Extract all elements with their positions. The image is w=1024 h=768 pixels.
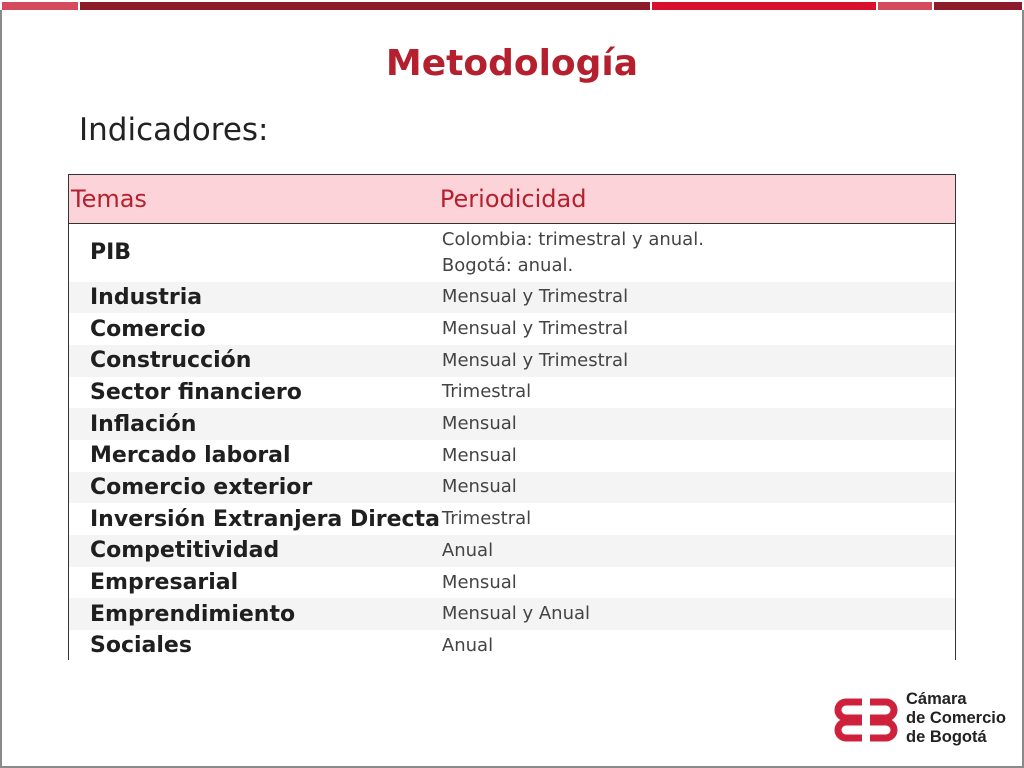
tema-cell: PIB xyxy=(69,224,440,282)
slide-title: Metodología xyxy=(385,43,639,84)
table-row xyxy=(69,535,955,567)
periodicidad-line: Mensual xyxy=(441,476,517,498)
periodicidad-line: Mensual y Trimestral xyxy=(441,318,629,340)
table-row xyxy=(69,440,955,472)
tema-cell: Construcción xyxy=(69,345,440,377)
table-row xyxy=(69,377,955,409)
table-row xyxy=(69,282,955,314)
tema-cell: Competitividad xyxy=(69,535,440,567)
periodicidad-cell xyxy=(440,408,955,440)
tema-cell: Comercio xyxy=(69,313,440,345)
periodicidad-line: Trimestral xyxy=(441,381,532,403)
table-row xyxy=(69,630,955,662)
logo-line-2: de Comercio xyxy=(906,709,1006,727)
periodicidad-cell xyxy=(440,440,955,472)
table-row xyxy=(69,313,955,345)
periodicidad-cell xyxy=(440,345,955,377)
periodicidad-line: Mensual y Trimestral xyxy=(441,286,629,308)
table-header-row xyxy=(69,175,955,224)
slide-subtitle: Indicadores: xyxy=(79,112,269,148)
periodicidad-line: Trimestral xyxy=(441,508,532,530)
tema-cell: Emprendimiento xyxy=(69,598,440,630)
periodicidad-cell xyxy=(440,377,955,409)
tema-cell: Inflación xyxy=(69,408,440,440)
indicators-table xyxy=(68,174,956,660)
tema-cell: Sociales xyxy=(69,630,440,662)
periodicidad-cell xyxy=(440,282,955,314)
table-row xyxy=(69,598,955,630)
logo-text xyxy=(906,690,1006,747)
table-row xyxy=(69,224,955,282)
tema-cell: Empresarial xyxy=(69,567,440,599)
periodicidad-cell xyxy=(440,472,955,504)
periodicidad-cell xyxy=(440,535,955,567)
periodicidad-line: Colombia: trimestral y anual. xyxy=(441,228,704,250)
ccb-logo-icon xyxy=(832,694,900,746)
table-row xyxy=(69,472,955,504)
tema-cell: Inversión Extranjera Directa xyxy=(69,503,440,535)
periodicidad-cell xyxy=(440,630,955,662)
table-row xyxy=(69,345,955,377)
tema-cell: Sector financiero xyxy=(69,377,440,409)
periodicidad-cell xyxy=(440,503,955,535)
logo-line-3: de Bogotá xyxy=(906,728,987,746)
top-color-bar xyxy=(0,0,1024,10)
periodicidad-line: Anual xyxy=(441,634,494,656)
periodicidad-cell xyxy=(440,567,955,599)
table-body xyxy=(69,224,955,662)
tema-cell: Comercio exterior xyxy=(69,472,440,504)
table-row xyxy=(69,567,955,599)
periodicidad-line: Mensual xyxy=(441,413,517,435)
periodicidad-line: Mensual y Trimestral xyxy=(441,349,629,371)
periodicidad-line: Mensual xyxy=(441,444,517,466)
table-row xyxy=(69,408,955,440)
periodicidad-line: Anual xyxy=(441,539,494,561)
periodicidad-line: Mensual xyxy=(441,571,517,593)
tema-cell: Mercado laboral xyxy=(69,440,440,472)
header-temas: Temas xyxy=(69,175,440,224)
camara-comercio-logo xyxy=(832,690,1012,748)
tema-cell: Industria xyxy=(69,282,440,314)
periodicidad-line: Mensual y Anual xyxy=(441,603,591,625)
header-periodicidad: Periodicidad xyxy=(440,175,955,224)
periodicidad-line: Bogotá: anual. xyxy=(441,254,574,276)
logo-line-1: Cámara xyxy=(906,690,967,708)
periodicidad-cell xyxy=(440,598,955,630)
periodicidad-cell xyxy=(440,224,955,282)
table-row xyxy=(69,503,955,535)
periodicidad-cell xyxy=(440,313,955,345)
